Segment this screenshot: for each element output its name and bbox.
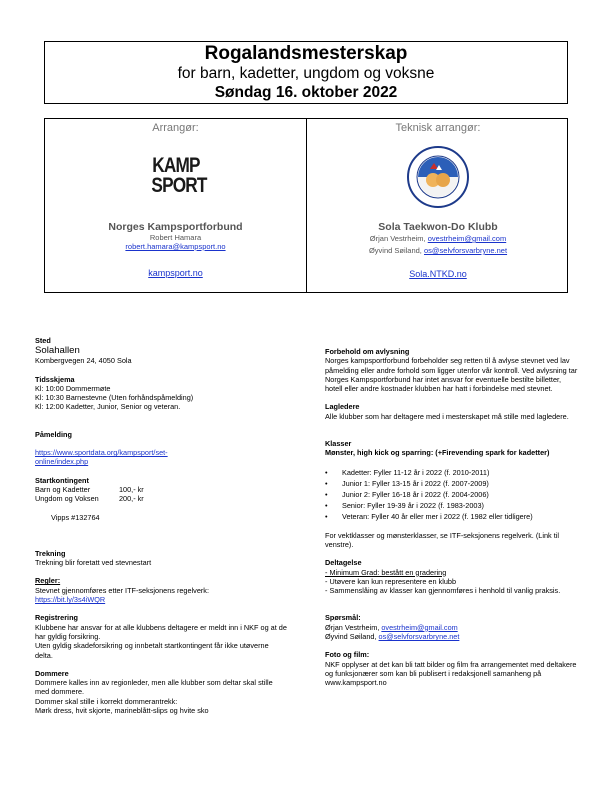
classes-note: For vektklasser og mønsterklasser, se ITF-seksjonens regelverk. (Link til venstre). [325,530,559,549]
team-leaders-heading: Lagledere [325,402,360,412]
venue-address: Kombergvegen 24, 4050 Sola [35,356,132,366]
list-item: • Kadetter: Fyller 11-12 år i 2022 (f. 2010-2011) [325,467,580,478]
list-item: • Junior 2: Fyller 16-18 år i 2022 (f. 2004-2006) [325,489,580,500]
draw-text: Trekning blir foretatt ved stevnestart [35,558,152,568]
right-column [325,347,580,688]
list-item: • Junior 1: Fyller 13-15 år i 2022 (f. 2007-2009) [325,478,580,489]
questions-contact-1-name: Ørjan Vestrheim, [325,622,380,632]
kampsport-logo [150,154,207,197]
referees-text-1: Dommere kalles inn av regionleder, men alle klubber som deltar skal stille med dommere. [35,678,273,697]
rules-link[interactable]: https://bit.ly/3s4iWQR [35,595,106,605]
questions-contact-2-name: Øyvind Søiland, [325,632,377,642]
participation-item: - Utøvere kan kun representere en klubb [325,576,457,586]
organizer-table [44,118,568,293]
schedule-item: Kl: 12:00 Kadetter, Junior, Senior og veteran. [35,402,181,412]
fee-row [35,485,287,494]
rules-text: Stevnet gjennomføres etter ITF-seksjonens regelverk: [35,585,209,595]
organizer-name: Norges Kampsportforbund [108,221,243,233]
fee-value: 200,- kr [119,494,144,504]
tech-organizer-heading: Teknisk arrangør: [395,122,481,134]
rules-heading: Regler: [35,576,61,586]
fee-label: Ungdom og Voksen [35,494,99,504]
questions-contact-2 [325,632,580,641]
event-date: Søndag 16. oktober 2022 [214,84,398,101]
page-title: Rogalandsmesterskap [204,43,408,64]
fee-row [35,494,287,503]
tech-contact-1-name: Ørjan Vestrheim, [369,234,426,243]
tech-organizer-cell [307,119,569,292]
tech-contact-2 [307,245,569,257]
organizer-person: Robert Hamara [149,233,202,242]
left-column [35,336,287,715]
organizer-cell [45,119,307,292]
kampsport-logo-line1: KAMP [151,154,200,177]
fee-value: 100,- kr [119,484,144,494]
tech-contact-1-email[interactable]: ovestrheim@gmail.com [427,234,507,243]
registration-rules-text-1: Klubbene har ansvar for at alle klubbens deltagere er meldt inn i NKF og at de har gyldig forsikring. [35,622,287,641]
sola-tkd-logo [406,145,470,209]
participation-heading: Deltagelse [325,558,362,568]
classes-subheading: Mønster, high kick og sparring: (+Firevending spark for kadetter) [325,448,550,458]
questions-contact-2-email[interactable]: os@selvforsvarbryne.net [378,632,460,642]
tech-organizer-name: Sola Taekwon-Do Klubb [378,221,498,233]
registration-rules-heading: Registrering [35,613,78,623]
referees-text-3: Mørk dress, hvit skjorte, marineblått-slips og hvite sko [35,706,209,716]
questions-contact-1-email[interactable]: ovestrheim@gmail.com [381,622,458,632]
referees-heading: Dommere [35,668,69,678]
venue-name: Solahallen [35,345,80,357]
fee-label: Barn og Kadetter [35,484,91,494]
registration-heading: Påmelding [35,429,72,439]
registration-link-line2: online/index.php [35,457,89,467]
organizer-heading: Arrangør: [152,122,199,134]
referees-text-2: Dommer skal stille i korrekt dommerantrekk: [35,696,178,706]
tech-organizer-web-link[interactable]: Sola.NTKD.no [409,269,467,279]
fee-heading: Startkontingent [35,475,89,485]
organizer-email-link[interactable]: robert.hamara@kampsport.no [125,242,226,251]
registration-link[interactable] [35,448,287,467]
draw-heading: Trekning [35,548,66,558]
cancellation-text: Norges kampsportforbund forbeholder seg retten til å avlyse stevnet ved lav påmelding eller andre forhold som ligger utenfor vår kontroll. Ved avlysning tar Norges Kampsportforbund har intet ansvar for eventuelle bestilte billetter, hotell eller andre kostnader klubben har hatt i forbindelse med stevnet. [325,356,578,394]
schedule-item: Kl: 10:30 Barnestevne (Uten forhåndspåmelding) [35,393,194,403]
tech-contact-2-name: Øyvind Søiland, [368,246,422,255]
team-leaders-text: Alle klubber som har deltagere med i mesterskapet må stille med lagledere. [325,411,569,421]
participation-item: - Minimum Grad: bestått en gradering [325,567,447,577]
kampsport-logo-line2: SPORT [150,174,207,197]
questions-heading: Spørsmål: [325,613,361,623]
classes-heading: Klasser [325,439,352,449]
cancellation-heading: Forbehold om avlysning [325,347,410,356]
photo-heading: Foto og film: [325,650,370,660]
list-item: • Veteran: Fyller 40 år eller mer i 2022 (f. 1982 eller tidligere) [325,511,580,522]
tech-contact-2-email[interactable]: os@selvforsvarbryne.net [423,246,508,255]
participation-item: - Sammenslåing av klasser kan gjennomføres i henhold til vanlig praksis. [325,586,561,596]
photo-text: NKF opplyser at det kan bli tatt bilder og film fra arrangementet med deltakere og funksjonærer som kan bli publisert i redaksjonell samanheng på www.kampsport.no [325,659,577,688]
registration-link-line1: https://www.sportdata.org/kampsport/set- [35,448,168,458]
title-box [44,41,568,104]
venue-heading: Sted [35,336,51,345]
organizer-web-link[interactable]: kampsport.no [148,268,203,278]
registration-rules-text-2: Uten gyldig skadeforsikring og innbetalt startkontingent får ikke utøverne delta. [35,641,269,660]
vipps-number: Vipps #132764 [51,512,100,522]
page-subtitle: for barn, kadetter, ungdom og voksne [177,65,435,82]
schedule-item: Kl: 10:00 Dommermøte [35,383,111,393]
tech-contact-1 [307,233,569,245]
questions-contact-1 [325,623,580,632]
list-item: • Senior: Fyller 19-39 år i 2022 (f. 1983-2003) [325,500,580,511]
classes-list [325,467,580,522]
schedule-heading: Tidsskjema [35,374,75,384]
